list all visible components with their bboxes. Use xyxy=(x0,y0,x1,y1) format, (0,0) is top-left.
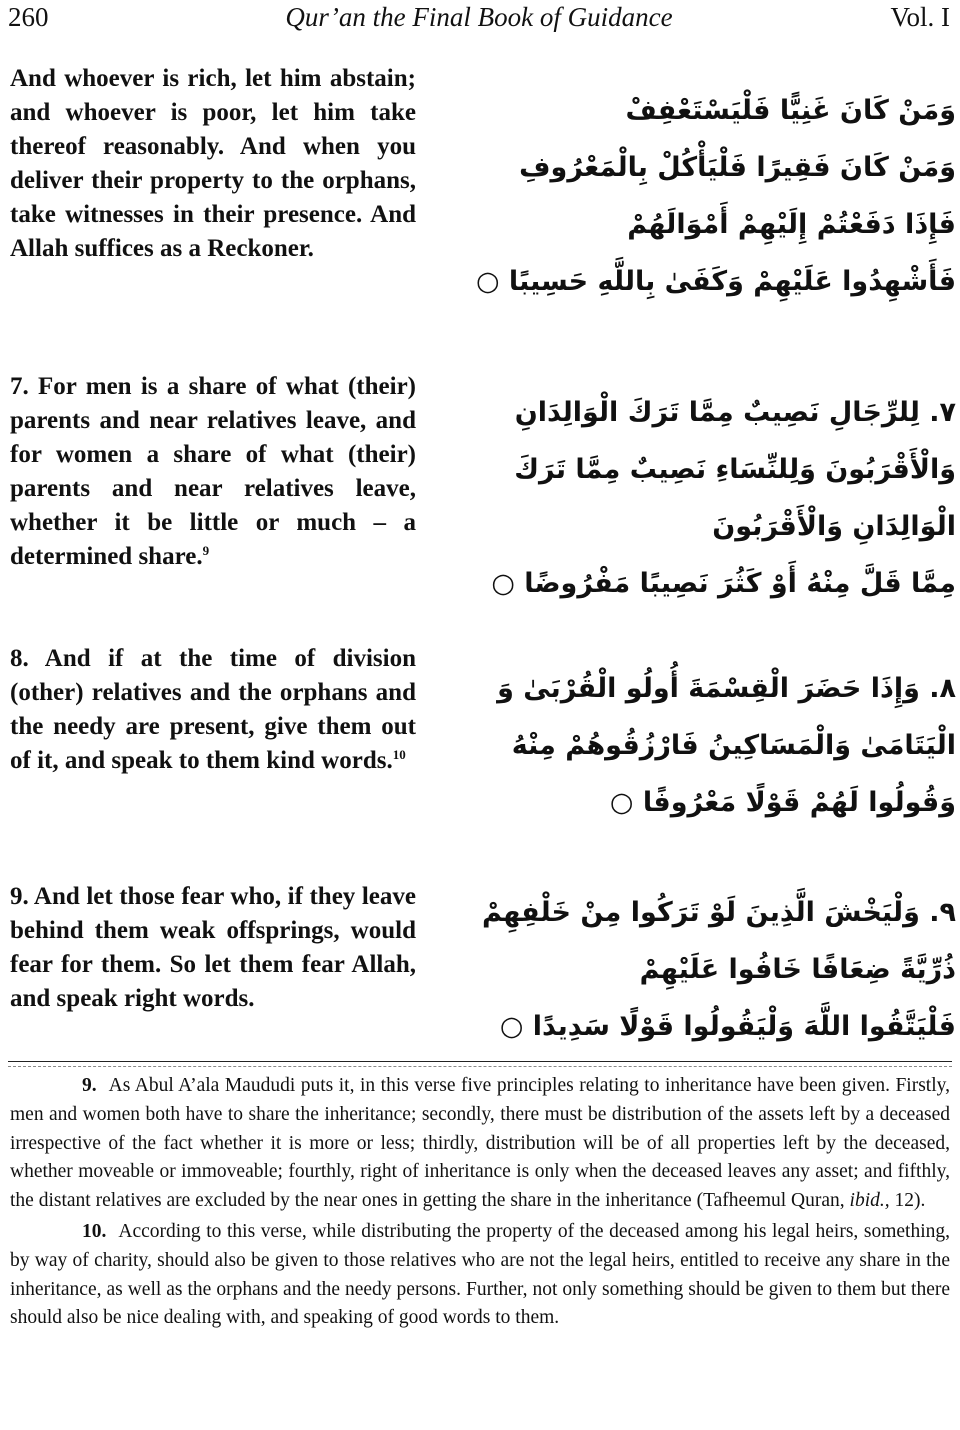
footnote-divider xyxy=(8,1061,952,1062)
verse-english-text: 8. And if at the time of division (other) relatives and the orphans and the needy are present, give them out of it, and speak to them kind words. xyxy=(10,645,416,774)
book-title: Qur’an the Final Book of Guidance xyxy=(285,2,673,32)
volume-label: Vol. I xyxy=(890,2,950,32)
arabic-line: الْوَالِدَانِ وَالْأَقْرَبُونَ xyxy=(712,511,956,542)
arabic-line: وَقُولُوا لَهُمْ قَوْلًا مَعْرُوفًا ○ xyxy=(609,787,956,818)
verse-arabic xyxy=(475,82,956,310)
footnote-number: 9. xyxy=(82,1075,97,1096)
arabic-line: فَإِذَا دَفَعْتُمْ إِلَيْهِمْ أَمْوَالَهُمْ xyxy=(627,209,956,240)
verse-arabic xyxy=(482,884,956,1055)
page-number: 260 xyxy=(8,2,49,32)
arabic-line: وَالْأَقْرَبُونَ وَلِلنِّسَاءِ نَصِيبٌ مِمَّا تَرَكَ xyxy=(514,454,956,485)
verse-arabic xyxy=(490,384,956,612)
arabic-line: فَلْيَتَّقُوا اللَّهَ وَلْيَقُولُوا قَوْلًا سَدِيدًا ○ xyxy=(499,1011,956,1042)
arabic-line: ٧. لِلرِّجَالِ نَصِيبٌ مِمَّا تَرَكَ الْوَالِدَانِ xyxy=(514,397,956,428)
verse-english-text: And whoever is rich, let him abstain; and whoever is poor, let him take thereof reasonably. And when you deliver their property to the orphans, take witnesses in their presence. And Allah suffices as a Reckoner. xyxy=(10,65,416,262)
verse-arabic xyxy=(490,660,956,831)
page-header xyxy=(8,2,950,36)
arabic-line: وَمَنْ كَانَ غَنِيًّا فَلْيَسْتَعْفِفْ xyxy=(625,95,956,126)
footnote-number: 10. xyxy=(82,1220,107,1242)
footnote-citation-page: 12). xyxy=(894,1190,926,1212)
footnote-9 xyxy=(10,1072,950,1216)
arabic-line: فَأَشْهِدُوا عَلَيْهِمْ وَكَفَىٰ بِاللَّهِ حَسِيبًا ○ xyxy=(475,266,956,297)
arabic-line: وَمَنْ كَانَ فَقِيرًا فَلْيَأْكُلْ بِالْمَعْرُوفِ xyxy=(519,152,956,183)
footnote-citation: ibid., xyxy=(849,1190,890,1212)
verse-english xyxy=(10,880,416,1016)
arabic-line: ذُرِّيَّةً ضِعَافًا خَافُوا عَلَيْهِمْ xyxy=(639,954,956,985)
footnote-text: As Abul A’ala Maududi puts it, in this verse five principles relating to inheritance have been given. Firstly, men and women both have to share the inheritance; secondly, there must be distribution of the assets left by a deceased irrespective of the fact whether it is more or less; thirdly, distribution will be of all properties left by the deceased, whether moveable or immoveable; fourthly, right of inheritance is only when the deceased leaves any asset; and fifthly, the distant relatives are excluded by the near ones in getting the share in the inheritance (Tafheemul Quran, xyxy=(10,1075,950,1212)
verse-english xyxy=(10,62,416,266)
footnote-text: According to this verse, while distributing the property of the deceased among his legal heirs, something, by way of charity, should also be given to those relatives who are not the legal heirs, entitled to receive any share in the inheritance, as well as the orphans and the needy persons. Further, not only something should be given to them but there should also be nice dealing with, and speaking of good words to them. xyxy=(10,1220,950,1329)
footnotes xyxy=(10,1072,950,1333)
arabic-line: ٨. وَإِذَا حَضَرَ الْقِسْمَةَ أُولُو الْقُرْبَىٰ وَ xyxy=(497,673,956,704)
verse-english-text: 7. For men is a share of what (their) parents and near relatives leave, and for women a share of what (their) parents and near relatives leave, whether it be little or much – a determined share. xyxy=(10,373,416,570)
footnote-10 xyxy=(10,1218,950,1333)
verse-english xyxy=(10,370,416,574)
footnote-ref[interactable]: 9 xyxy=(202,543,210,558)
arabic-line: مِمَّا قَلَّ مِنْهُ أَوْ كَثُرَ نَصِيبًا مَفْرُوضًا ○ xyxy=(491,568,956,599)
footnote-divider-dashed xyxy=(8,1066,952,1067)
arabic-line: الْيَتَامَىٰ وَالْمَسَاكِينُ فَارْزُقُوهُمْ مِنْهُ xyxy=(511,730,956,761)
verse-english xyxy=(10,642,416,778)
footnote-ref[interactable]: 10 xyxy=(392,747,406,762)
verse-english-text: 9. And let those fear who, if they leave behind them weak offsprings, would fear for them. So let them fear Allah, and speak right words. xyxy=(10,883,416,1012)
arabic-line: ٩. وَلْيَخْشَ الَّذِينَ لَوْ تَرَكُوا مِنْ خَلْفِهِمْ xyxy=(482,897,956,928)
